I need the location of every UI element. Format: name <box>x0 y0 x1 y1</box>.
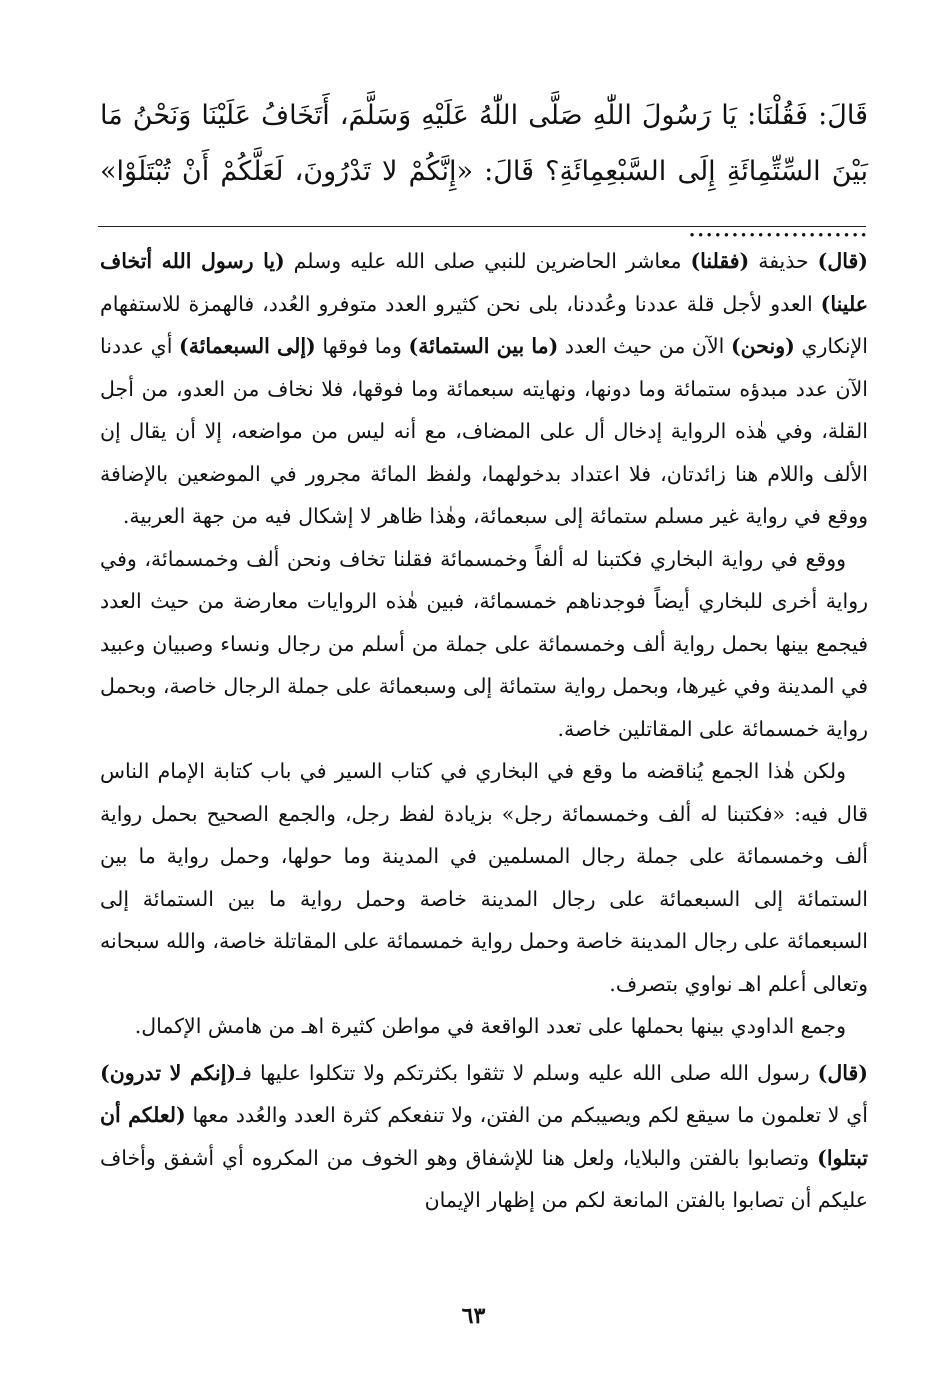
text-run: أي عددنا الآن عدد مبدؤه ستمائة وما دونها، ونهايته سبعمائة وما فوقها، فلا نخاف من العدو، من أجل القلة، وفي هٰذه الرواية إدخال أل على المضاف، مع أنه ليس من مواضعه، إلا أن يقال إن الألف واللام هنا زائدتان، فلا اعتداد بدخولهما، ولفظ المائة مجرور في الموضعين بالإضافة ووقع في رواية غير مسلم ستمائة إلى سبعمائة، وهٰذا ظاهر لا إشكال فيه من جهة العربية. <box>100 334 868 528</box>
bold-phrase: (يا رسول الله أتخاف علينا) <box>100 249 868 316</box>
text-run: معاشر الحاضرين للنبي صلى الله عليه وسلم <box>284 249 691 273</box>
bold-phrase: (فقلنا) <box>690 249 750 273</box>
bold-phrase: (ما بين الستمائة) <box>408 334 559 358</box>
hadith-line-1: قَالَ: فَقُلْنَا: يَا رَسُولَ اللّٰهِ صَلَّى اللّٰهُ عَلَيْهِ وَسَلَّمَ، أَتَخَافُ عَلَيْنَا وَنَحْنُ مَا بَيْنَ <box>100 100 868 187</box>
bold-phrase: (قال) <box>817 249 868 273</box>
hadith-line-2: السِّتِّمِائَةِ إِلَى السَّبْعِمِائَةِ؟ قَالَ: «إِنَّكُمْ لا تَدْرُونَ، لَعَلَّكُمْ أَنْ تُبْتَلَوْا» ..................... <box>100 156 868 243</box>
commentary-paragraph-1 <box>100 240 868 538</box>
text-run: وتصابوا بالفتن والبلايا، ولعل هنا للإشفاق وهو الخوف من المكروه أي أشفق وأخاف عليكم أن تصابوا بالفتن المانعة لكم من إظهار الإيمان <box>100 1145 868 1212</box>
commentary-paragraph-5 <box>100 1052 868 1222</box>
commentary <box>100 240 868 1222</box>
text-run: حذيفة <box>749 249 818 273</box>
text-run: أي لا تعلمون ما سيقع لكم ويصيبكم من الفتن، ولا تنفعكم كثرة العدد والعُدد معها <box>185 1103 868 1127</box>
bold-phrase: (لعلكم أن تبتلوا) <box>100 1103 868 1170</box>
separator-line <box>98 226 866 227</box>
text-run: وما فوقها <box>315 334 409 358</box>
commentary-paragraph-2: ووقع في رواية البخاري فكتبنا له ألفاً وخمسمائة فقلنا تخاف ونحن ألف وخمسمائة، وفي رواية أخرى للبخاري أيضاً فوجدناهم خمسمائة، فبين هٰذه الروايات معارضة من حيث العدد فيجمع بينها بحمل رواية ألف وخمسمائة على جملة من أسلم من رجال ونساء وصبيان وعبيد في المدينة وفي غيرها، وبحمل رواية ستمائة إلى وسبعمائة على جملة الرجال خاصة، وبحمل رواية خمسمائة على المقاتلين خاصة. <box>100 546 868 741</box>
hadith-text <box>100 88 868 256</box>
text-run: العدو لأجل قلة عددنا وعُددنا، بلى نحن كثيرو العدد متوفرو العُدد، فالهمزة للاستفهام الإنكاري <box>100 291 869 358</box>
commentary-paragraph-4: وجمع الداودي بينها بحملها على تعدد الواقعة في مواطن كثيرة اهـ من هامش الإكمال. <box>134 1014 846 1038</box>
bold-phrase: (إنكم لا تدرون) <box>100 1060 237 1085</box>
text-run: الآن من حيث العدد <box>558 334 731 358</box>
text-run: رسول الله صلى الله عليه وسلم لا تثقوا بكثرتكم ولا تتكلوا عليها فـ <box>236 1060 818 1085</box>
bold-phrase: (قال) <box>817 1060 868 1085</box>
commentary-paragraph-3: ولكن هٰذا الجمع يُناقضه ما وقع في البخاري في كتاب السير في باب كتابة الإمام الناس قال فيه: «فكتبنا له ألف وخمسمائة رجل» بزيادة لفظ رجل، والجمع الصحيح بحمل رواية ألف وخمسمائة على جملة رجال المسلمين في المدينة وما حولها، وحمل رواية ما بين الستمائة إلى السبعمائة على رجال المدينة خاصة وحمل رواية ما بين الستمائة إلى السبعمائة على رجال المدينة خاصة وحمل رواية خمسمائة على المقاتلة خاصة، والله سبحانه وتعالى أعلم اهـ نواوي بتصرف. <box>100 759 868 996</box>
bold-phrase: (ونحن) <box>730 334 795 358</box>
bold-phrase: (إلى السبعمائة) <box>179 334 316 358</box>
page-number: ٦٣ <box>461 1303 486 1329</box>
